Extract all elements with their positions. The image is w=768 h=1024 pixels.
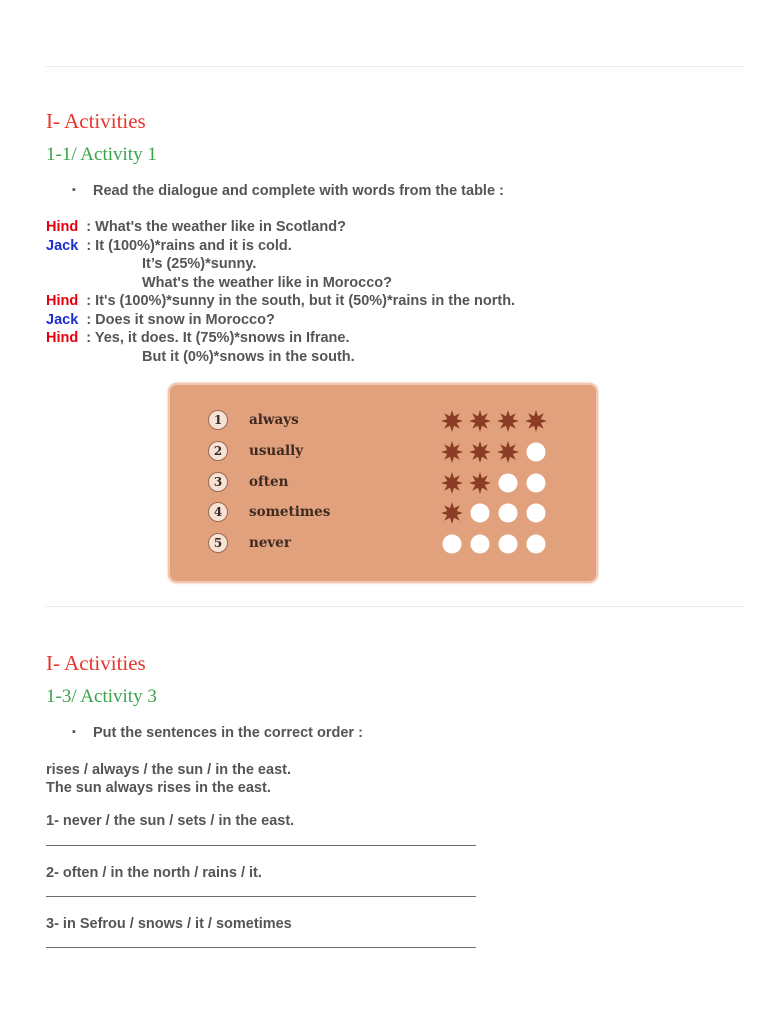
row-number-badge: 2	[208, 441, 228, 461]
empty-circle-icon	[468, 501, 492, 525]
dialogue-line	[142, 274, 392, 292]
star-icon	[468, 471, 492, 495]
empty-circle-icon	[440, 532, 464, 556]
frequency-row	[168, 471, 598, 495]
dialogue-text: : Yes, it does. It (75%)*snows in Ifrane.	[78, 330, 350, 346]
section-title: I- Activities	[46, 109, 146, 133]
frequency-row	[168, 440, 598, 464]
bullet-icon: ▪	[72, 184, 76, 196]
instruction-text: Put the sentences in the correct order :	[93, 725, 363, 741]
dialogue-line	[46, 311, 275, 329]
empty-circle-icon	[524, 501, 548, 525]
example-prompt: rises / always / the sun / in the east.	[46, 762, 291, 778]
dialogue-text: : What's the weather like in Scotland?	[78, 219, 346, 235]
dialogue-line	[46, 292, 515, 310]
dialogue-line	[142, 255, 256, 273]
activity-title: 1-3/ Activity 3	[46, 686, 157, 707]
empty-circle-icon	[496, 532, 520, 556]
speaker-name: Hind	[46, 330, 79, 346]
bullet-icon: ▪	[72, 726, 76, 738]
frequency-rating	[440, 409, 548, 433]
example-answer: The sun always rises in the east.	[46, 780, 271, 796]
answer-line[interactable]	[46, 845, 476, 846]
speaker-name: Hind	[46, 219, 79, 235]
star-icon	[524, 409, 548, 433]
dialogue-text: But it (0%)*snows in the south.	[142, 349, 355, 365]
dialogue-line	[142, 348, 355, 366]
frequency-word: never	[249, 535, 291, 551]
empty-circle-icon	[524, 471, 548, 495]
dialogue-text: It’s (25%)*sunny.	[142, 256, 257, 272]
empty-circle-icon	[524, 532, 548, 556]
frequency-word: usually	[249, 443, 304, 459]
empty-circle-icon	[468, 532, 492, 556]
row-number-badge: 4	[208, 502, 228, 522]
frequency-row	[168, 501, 598, 525]
activity-title: 1-1/ Activity 1	[46, 144, 157, 165]
row-number-badge: 5	[208, 533, 228, 553]
instruction-text: Read the dialogue and complete with words from the table :	[93, 183, 504, 199]
top-divider	[46, 66, 744, 67]
frequency-word: always	[249, 412, 299, 428]
frequency-rating	[440, 532, 548, 556]
frequency-word: often	[249, 474, 289, 490]
exercise-prompt: 3- in Sefrou / snows / it / sometimes	[46, 916, 292, 932]
answer-line[interactable]	[46, 947, 476, 948]
dialogue-line	[46, 237, 292, 255]
star-icon	[496, 409, 520, 433]
dialogue-text: : It (100%)*rains and it is cold.	[78, 238, 292, 254]
exercise-prompt: 2- often / in the north / rains / it.	[46, 865, 262, 881]
star-icon	[440, 440, 464, 464]
empty-circle-icon	[496, 501, 520, 525]
instruction	[72, 725, 363, 741]
speaker-name: Jack	[46, 312, 79, 328]
dialogue-text: What's the weather like in Morocco?	[142, 275, 392, 291]
frequency-rating	[440, 440, 548, 464]
dialogue-text: : Does it snow in Morocco?	[78, 312, 275, 328]
section-divider	[46, 606, 744, 607]
row-number-badge: 3	[208, 472, 228, 492]
row-number-badge: 1	[208, 410, 228, 430]
dialogue-line	[46, 329, 350, 347]
star-icon	[440, 501, 464, 525]
section-title: I- Activities	[46, 651, 146, 675]
frequency-rating	[440, 501, 548, 525]
star-icon	[440, 409, 464, 433]
answer-line[interactable]	[46, 896, 476, 897]
dialogue-text: : It's (100%)*sunny in the south, but it (50%)*rains in the north.	[78, 293, 516, 309]
frequency-table	[168, 383, 598, 583]
frequency-row	[168, 409, 598, 433]
empty-circle-icon	[496, 471, 520, 495]
star-icon	[468, 409, 492, 433]
frequency-row	[168, 532, 598, 556]
dialogue-line	[46, 218, 346, 236]
star-icon	[496, 440, 520, 464]
speaker-name: Jack	[46, 238, 79, 254]
exercise-prompt: 1- never / the sun / sets / in the east.	[46, 813, 295, 829]
empty-circle-icon	[524, 440, 548, 464]
speaker-name: Hind	[46, 293, 79, 309]
star-icon	[440, 471, 464, 495]
star-icon	[468, 440, 492, 464]
instruction	[72, 183, 504, 199]
frequency-rating	[440, 471, 548, 495]
frequency-word: sometimes	[249, 504, 331, 520]
